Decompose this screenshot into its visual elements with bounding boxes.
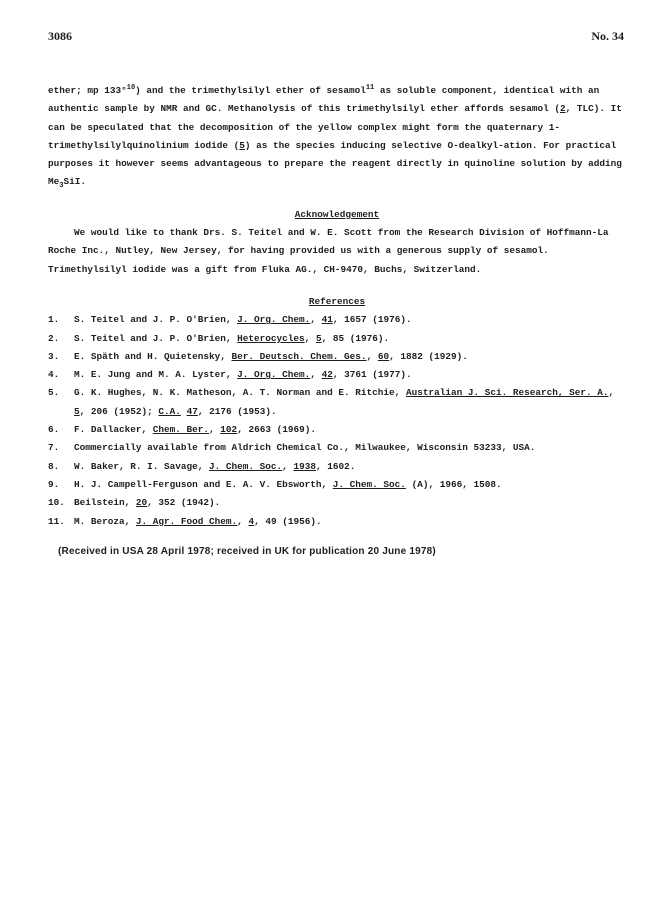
volume-number: 41 <box>321 314 333 326</box>
compound-ref: 5 <box>239 139 245 151</box>
journal-name: C.A. <box>158 405 181 417</box>
journal-name: Ber. Deutsch. Chem. Ges. <box>231 350 367 362</box>
reference-number: 2. <box>48 332 60 344</box>
reference-item: 9. H. J. Campell-Ferguson and E. A. V. Ebsworth, J. Chem. Soc. (A), 1966, 1508. <box>48 476 626 494</box>
journal-name: J. Org. Chem. <box>237 369 311 381</box>
journal-name: J. Chem. Soc. <box>209 460 283 472</box>
acknowledgement-heading: Acknowledgement <box>294 208 380 220</box>
volume-number: 102 <box>220 424 238 436</box>
journal-name: Australian J. Sci. Research, Ser. A. <box>405 387 609 399</box>
paragraph-continuation: ether; mp 133°$^{10}$) and the trimethylsilyl ether of sesamol$^{11}$ as soluble component, identical with an authentic sample by NMR and GC. Methanolysis of this trimethylsilyl ether affords sesamol (2, TLC). It can be speculated that the decomposition of the yellow complex might form the quaternary 1-trimethylsilylquinolinium iodide (5) as the species inducing selective O-dealkyl-ation. For practical purposes it however seems advantageous to prepare the reagent directly in quinoline solution by adding $Me_3SiI$. <box>48 83 622 191</box>
reference-number: 1. <box>48 314 60 326</box>
reference-number: 7. <box>48 442 60 454</box>
acknowledgement-text: We would like to thank Drs. S. Teitel and W. E. Scott from the Research Division of Hoffmann-La Roche Inc., Nutley, New Jersey, for having provided us with a generous supply of sesamol. Trimethylsilyl iodide was a gift from Fluka AG., CH-9470, Buchs, Switzerland. <box>48 227 609 275</box>
reference-number: 5. <box>48 387 60 399</box>
reference-number: 4. <box>48 369 60 381</box>
reference-number: 6. <box>48 424 60 436</box>
page-number: 3086 <box>48 29 72 43</box>
reference-item: 4. M. E. Jung and M. A. Lyster, J. Org. Chem., 42, 3761 (1977). <box>48 366 626 384</box>
volume-number: 1938 <box>293 460 316 472</box>
reference-item: 7. Commercially available from Aldrich Chemical Co., Milwaukee, Wisconsin 53233, USA. <box>48 439 626 457</box>
volume-number: 20 <box>135 497 148 509</box>
volume-number: 60 <box>377 350 390 362</box>
reference-item: 3. E. Späth and H. Quietensky, Ber. Deutsch. Chem. Ges., 60, 1882 (1929). <box>48 348 626 366</box>
journal-name: J. Org. Chem. <box>237 314 311 326</box>
reference-number: 8. <box>48 460 60 472</box>
reference-item: 6. F. Dallacker, Chem. Ber., 102, 2663 (1969). <box>48 421 626 439</box>
reference-item: 5. G. K. Hughes, N. K. Matheson, A. T. Norman and E. Ritchie, Australian J. Sci. Research, Ser. A., 5, 206 (1952); C.A. 47, 2176 (1953). <box>48 384 626 421</box>
journal-name: J. Agr. Food Chem. <box>135 515 238 527</box>
reference-number: 10. <box>48 497 65 509</box>
reference-item: 8. W. Baker, R. I. Savage, J. Chem. Soc., 1938, 1602. <box>48 458 626 476</box>
references-heading: References <box>308 295 366 307</box>
volume-number: 5 <box>315 332 322 344</box>
journal-name: J. Chem. Soc. <box>332 478 406 490</box>
volume-number: 42 <box>321 369 333 381</box>
reference-item: 11. M. Beroza, J. Agr. Food Chem., 4, 49 (1956). <box>48 513 626 531</box>
reference-number: 3. <box>48 350 60 362</box>
reference-item: 10. Beilstein, 20, 352 (1942). <box>48 494 626 512</box>
volume-number: 47 <box>186 405 198 417</box>
article-body <box>48 82 626 531</box>
reference-number: 9. <box>48 478 60 490</box>
reference-item: 2. S. Teitel and J. P. O'Brien, Heterocycles, 5, 85 (1976). <box>48 330 626 348</box>
volume-number: 4 <box>248 515 255 527</box>
journal-name: Chem. Ber. <box>152 424 210 436</box>
journal-name: Heterocycles <box>237 332 305 344</box>
reference-number: 11. <box>48 515 65 527</box>
references-list <box>48 311 626 531</box>
issue-number: No. 34 <box>591 29 624 43</box>
reference-item: 1. S. Teitel and J. P. O'Brien, J. Org. Chem., 41, 1657 (1976). <box>48 311 626 329</box>
volume-number: 5 <box>74 405 80 417</box>
received-note: (Received in USA 28 April 1978; received in UK for publication 20 June 1978) <box>58 546 436 557</box>
compound-ref: 2 <box>559 103 566 115</box>
